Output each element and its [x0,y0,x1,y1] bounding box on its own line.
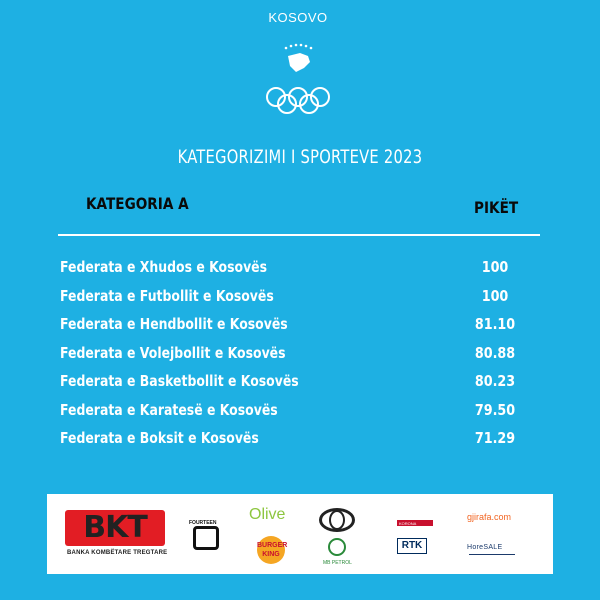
federation-name: Federata e Hendbollit e Kosovës [60,315,288,333]
bkt-subtitle: BANKA KOMBËTARE TREGTARE [67,550,168,556]
olive-logo: Olive [249,506,286,523]
federation-points: 81.10 [474,315,516,333]
federation-points: 80.88 [474,343,516,362]
federation-points: 100 [481,286,509,305]
fourteen-label: FOURTEEN [189,520,217,526]
federation-name: Federata e Volejbollit e Kosovës [60,343,286,362]
olympic-rings-icon [264,86,332,114]
gjirafa-logo: gjirafa.com [467,512,512,522]
fourteen-logo-icon [193,526,219,550]
table-row [0,315,600,344]
federation-points: 79.50 [474,400,516,419]
ranking-list [0,258,600,458]
mp-label: MB PETROL [323,560,352,566]
olympic-committee-logo [262,10,334,110]
table-row [0,344,600,373]
divider [58,234,540,236]
kosovo-flag-icon [266,32,330,82]
federation-name: Federata e Xhudos e Kosovës [60,258,268,276]
federation-name: Federata e Boksit e Kosovës [60,429,259,447]
horeca-logo: HoreSALE [467,544,503,551]
rtk-logo: RTK [397,538,427,554]
toyota-inner-icon [329,510,345,530]
federation-name: Federata e Karatesë e Kosovës [60,400,278,419]
federation-points: 80.23 [474,372,516,390]
sponsors-bar [47,494,553,574]
federation-points: 71.29 [474,429,516,447]
federation-name: Federata e Basketbollit e Kosovës [60,372,299,390]
bkt-logo: BKT [65,510,165,546]
korona-label: KORONA [399,521,417,526]
table-row [0,401,600,430]
points-header: PIKËT [474,198,519,217]
federation-points: 100 [481,258,509,276]
table-row [0,258,600,287]
federation-name: Federata e Futbollit e Kosovës [60,286,274,305]
table-row [0,287,600,316]
horeca-underline [469,554,515,555]
table-row [0,372,600,401]
table-row [0,429,600,458]
page-title: KATEGORIZIMI I SPORTEVE 2023 [177,146,423,168]
mp-logo-icon [328,538,346,556]
category-header: KATEGORIA A [86,194,189,213]
burger-king-logo: BURGER KING [257,536,285,564]
country-label: KOSOVO [268,10,328,25]
